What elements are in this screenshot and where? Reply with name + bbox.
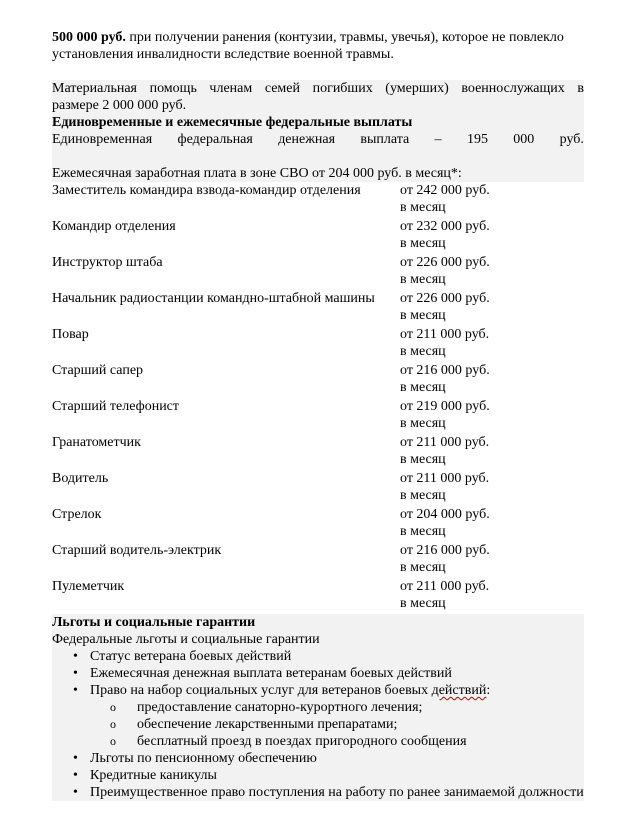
list-item <box>52 750 584 767</box>
table-row <box>52 362 584 398</box>
sub-item-text: бесплатный проезд в поездах пригородного сообщения <box>137 734 467 749</box>
salary-heading: Ежемесячная заработная плата в зоне СВО от 204 000 руб. в месяц*: <box>52 166 462 181</box>
table-row <box>52 506 584 542</box>
per-month: в месяц <box>400 452 446 467</box>
table-row <box>52 542 584 578</box>
position-amount: от 211 000 руб. <box>400 579 490 594</box>
federal-word: – <box>434 132 442 147</box>
list-item <box>52 665 584 682</box>
per-month: в месяц <box>400 488 446 503</box>
table-row <box>52 218 584 254</box>
position-name: Заместитель командира взвода-командир отделения <box>52 183 361 198</box>
per-month: в месяц <box>400 344 446 359</box>
list-item <box>52 784 584 801</box>
per-month: в месяц <box>400 380 446 395</box>
position-name: Стрелок <box>52 507 102 522</box>
position-amount: от 232 000 руб. <box>400 219 490 234</box>
sub-item-text: обеспечение лекарственными препаратами; <box>137 717 398 732</box>
per-month: в месяц <box>400 524 446 539</box>
table-row <box>52 578 584 614</box>
federal-word: федеральная <box>177 132 253 147</box>
benefit-text: Кредитные каникулы <box>90 768 217 783</box>
per-month: в месяц <box>400 308 446 323</box>
position-amount: от 242 000 руб. <box>400 183 490 198</box>
social-services-sublist <box>90 699 584 750</box>
list-item <box>90 716 584 733</box>
benefit-text: Статус ветерана боевых действий <box>90 649 292 664</box>
benefit-text-suffix: : <box>486 683 491 698</box>
list-item <box>52 648 584 665</box>
position-amount: от 219 000 руб. <box>400 399 490 414</box>
position-name: Командир отделения <box>52 219 176 234</box>
per-month: в месяц <box>400 236 446 251</box>
table-row <box>52 398 584 434</box>
position-amount: от 211 000 руб. <box>400 435 490 450</box>
benefits-subheading: Федеральные льготы и социальные гарантии <box>52 632 320 647</box>
position-name: Водитель <box>52 471 109 486</box>
table-row <box>52 470 584 506</box>
position-name: Повар <box>52 327 89 342</box>
intro-amount: 500 000 руб. <box>52 30 126 45</box>
list-item <box>90 699 584 716</box>
benefit-text: Право на набор социальных услуг для ветеранов боевых <box>90 683 432 698</box>
federal-heading-text: Единовременные и ежемесячные федеральные выплаты <box>52 115 413 130</box>
per-month: в месяц <box>400 272 446 287</box>
federal-word: 000 <box>513 132 535 147</box>
position-amount: от 216 000 руб. <box>400 363 490 378</box>
federal-word: выплата <box>360 132 410 147</box>
position-name: Старший телефонист <box>52 399 180 414</box>
document-page <box>52 29 584 801</box>
federal-word: Единовременная <box>52 132 153 147</box>
position-name: Инструктор штаба <box>52 255 163 270</box>
position-name: Начальник радиостанции командно-штабной машины <box>52 291 375 306</box>
federal-word: денежная <box>278 132 336 147</box>
benefits-heading <box>52 614 584 631</box>
per-month: в месяц <box>400 416 446 431</box>
position-name: Гранатометчик <box>52 435 141 450</box>
table-row <box>52 434 584 470</box>
salary-table <box>52 182 584 614</box>
per-month: в месяц <box>400 596 446 611</box>
per-month: в месяц <box>400 200 446 215</box>
benefits-list <box>52 648 584 801</box>
list-item <box>90 733 584 750</box>
benefits-section <box>52 614 584 801</box>
position-amount: от 216 000 руб. <box>400 543 490 558</box>
position-amount: от 226 000 руб. <box>400 255 490 270</box>
federal-word: 195 <box>466 132 488 147</box>
list-item <box>52 767 584 784</box>
spellcheck-word: действий <box>431 683 487 698</box>
position-name: Старший водитель-электрик <box>52 543 222 558</box>
position-name: Старший сапер <box>52 363 144 378</box>
material-help-line-1: Материальная помощь членам семей погибших (умерших) военнослужащих в <box>52 81 584 96</box>
intro-paragraph <box>52 29 584 63</box>
benefit-text: Льготы по пенсионному обеспечению <box>90 751 317 766</box>
federal-word: руб. <box>559 132 584 147</box>
benefits-heading-text: Льготы и социальные гарантии <box>52 615 256 630</box>
table-row <box>52 254 584 290</box>
position-amount: от 211 000 руб. <box>400 471 490 486</box>
list-item <box>52 682 584 750</box>
table-row <box>52 326 584 362</box>
position-amount: от 211 000 руб. <box>400 327 490 342</box>
sub-item-text: предоставление санаторно-курортного лечения; <box>137 700 423 715</box>
per-month: в месяц <box>400 560 446 575</box>
table-row <box>52 182 584 218</box>
federal-payment-line <box>52 131 584 148</box>
position-amount: от 226 000 руб. <box>400 291 490 306</box>
material-help-block <box>52 80 584 182</box>
table-row <box>52 290 584 326</box>
benefit-text: Ежемесячная денежная выплата ветеранам боевых действий <box>90 666 452 681</box>
benefit-text: Преимущественное право поступления на работу по ранее занимаемой должности <box>90 785 584 800</box>
intro-text: при получении ранения (контузии, травмы, увечья), которое не повлекло установления инвалидности вследствие военной травмы. <box>52 30 564 62</box>
position-name: Пулеметчик <box>52 579 125 594</box>
federal-heading <box>52 114 584 131</box>
position-amount: от 204 000 руб. <box>400 507 490 522</box>
material-help-line-2: размере 2 000 000 руб. <box>52 98 187 113</box>
